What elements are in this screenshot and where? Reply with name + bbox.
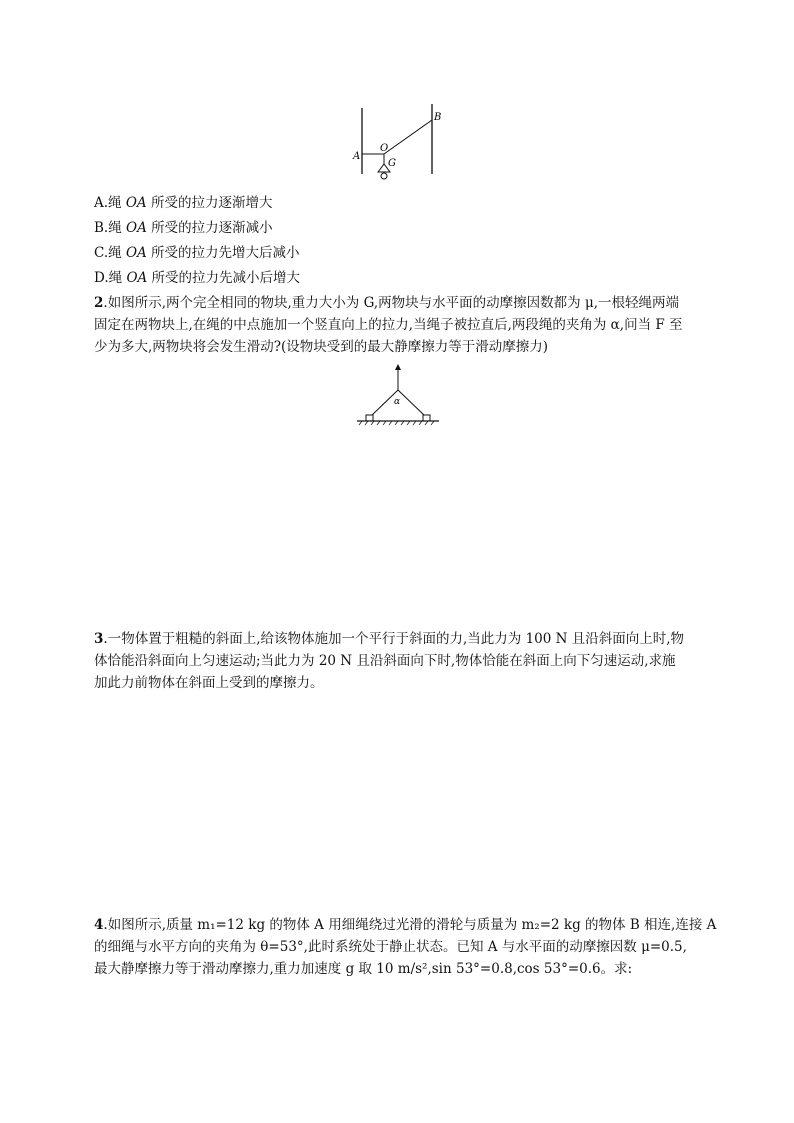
- label-o: O: [380, 143, 389, 154]
- option-d: D.绳 OA 所受的拉力先减小后增大: [94, 270, 301, 286]
- figure-rope-walls: [340, 102, 450, 184]
- block-left: [366, 415, 373, 421]
- rope-right: [398, 390, 425, 416]
- rope-ob: [384, 120, 432, 154]
- label-a: A: [353, 151, 361, 162]
- label-g: G: [388, 158, 396, 169]
- figure-blocks-rope: [355, 362, 441, 426]
- option-b: B.绳 OA 所受的拉力逐渐减小: [94, 220, 273, 236]
- label-alpha: α: [394, 397, 401, 407]
- arrow-head: [395, 364, 401, 370]
- question-3: 3.一物体置于粗糙的斜面上,给该物体施加一个平行于斜面的力,当此力为 100 N 且沿斜面向上时,物 体恰能沿斜面向上匀速运动;当此力为 20 N 且沿斜面向下时,物体恰能在斜面上向下匀速运动,求施 加此力前物体在斜面上受到的摩擦力。: [94, 631, 685, 691]
- option-a: A.绳 OA 所受的拉力逐渐增大: [94, 195, 273, 211]
- weight-hook: [381, 173, 387, 179]
- label-b: B: [434, 112, 442, 123]
- question-4: 4.如图所示,质量 m₁=12 kg 的物体 A 用细绳绕过光滑的滑轮与质量为 m₂=2 kg 的物体 B 相连,连接 A 的细绳与水平方向的夹角为 θ=53°,此时系统处于静止状态。已知 A 与水平面的动摩擦因数 μ=0.5, 最大静摩擦力等于滑动摩擦力,重力加速度 g 取 10 m/s²,sin 53°=0.8,cos 53°=0.6。求:: [94, 917, 717, 977]
- question-2: 2.如图所示,两个完全相同的物块,重力大小为 G,两物块与水平面的动摩擦因数都为 μ,一根轻绳两端 固定在两物块上,在绳的中点施加一个竖直向上的拉力,当绳子被拉直后,两段绳的夹角为 α,问当 F 至 少为多大,两物块将会发生滑动?(设物块受到的最大静摩擦力等于滑动摩擦力): [94, 295, 683, 355]
- option-c: C.绳 OA 所受的拉力先增大后减小: [94, 245, 300, 261]
- block-right: [423, 415, 430, 421]
